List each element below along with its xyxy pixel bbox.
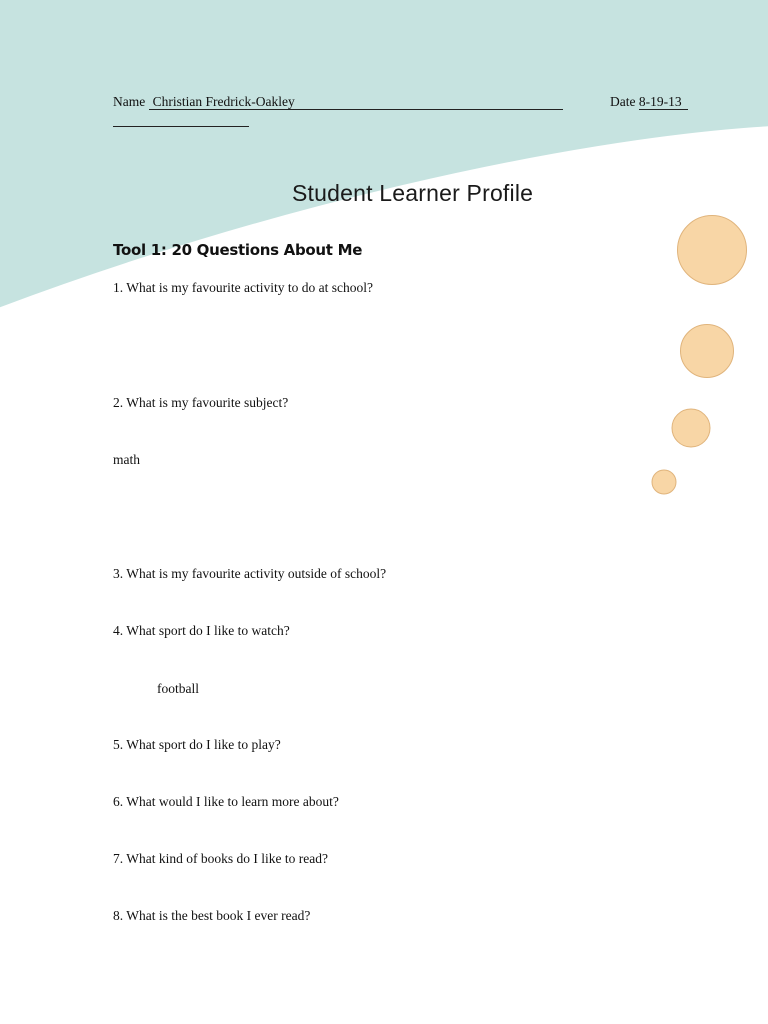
decorative-circle-medium (681, 325, 734, 378)
question-5: 5. What sport do I like to play? (113, 737, 281, 752)
question-3: 3. What is my favourite activity outside of school? (113, 566, 387, 581)
decorative-circle-tiny (652, 470, 676, 494)
blank-underline (113, 126, 249, 127)
date-label: Date (610, 94, 636, 109)
question-7: 7. What kind of books do I like to read? (113, 851, 328, 866)
page-title: Student Learner Profile (292, 180, 534, 206)
name-label: Name (113, 94, 146, 109)
name-value: Christian Fredrick-Oakley (149, 94, 563, 110)
section-title: Tool 1: 20 Questions About Me (113, 241, 363, 259)
name-field (113, 94, 563, 110)
question-1: 1. What is my favourite activity to do at school? (113, 280, 373, 295)
header-wave-background (0, 0, 768, 320)
date-field (610, 94, 688, 110)
question-8: 8. What is the best book I ever read? (113, 908, 311, 923)
question-6: 6. What would I like to learn more about? (113, 794, 339, 809)
question-2: 2. What is my favourite subject? (113, 395, 289, 410)
date-value: 8-19-13 (639, 94, 688, 110)
decorative-circle-small (672, 409, 710, 447)
question-4: 4. What sport do I like to watch? (113, 623, 290, 638)
answer-2: math (113, 452, 140, 467)
answer-4: football (157, 681, 199, 696)
